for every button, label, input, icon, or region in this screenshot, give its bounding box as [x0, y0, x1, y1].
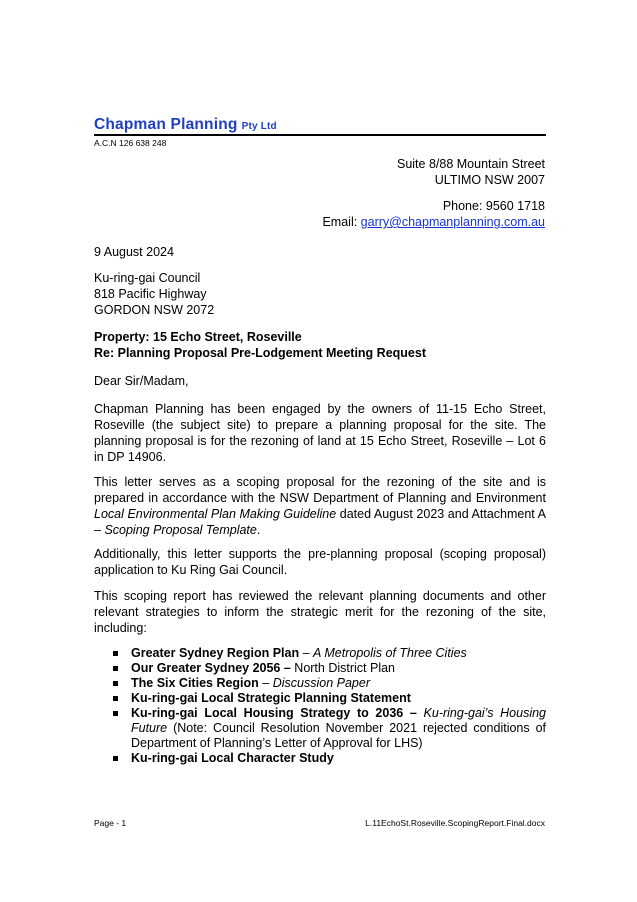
bullet-square-icon [113, 756, 118, 761]
email-label: Email: [322, 215, 361, 229]
paragraph-2 [94, 474, 546, 538]
bullet-square-icon [113, 651, 118, 656]
company-name-text: Chapman Planning [94, 116, 238, 133]
recipient-line2: 818 Pacific Highway [94, 287, 207, 301]
bullet-square-icon [113, 666, 118, 671]
p2-text-e: . [256, 523, 261, 537]
letter-date: 9 August 2024 [94, 245, 174, 259]
sender-address-line1: Suite 8/88 Mountain Street [396, 157, 545, 171]
acn-number: A.C.N 126 638 248 [94, 138, 167, 148]
p2-text-a: This letter serves as a scoping proposal for the rezoning of the site and is prepared in accordance with the NSW Department of Planning and Environment [94, 475, 546, 505]
list-item: Ku-ring-gai Local Strategic Planning Statement [112, 691, 546, 706]
company-suffix: Pty Ltd [241, 121, 277, 132]
recipient-line1: Ku-ring-gai Council [94, 271, 201, 285]
bullet-square-icon [113, 711, 118, 716]
list-item: Our Greater Sydney 2056 – North District Plan [112, 661, 546, 676]
subject-property: Property: 15 Echo Street, Roseville [94, 330, 302, 344]
p2-template-title: Scoping Proposal Template [104, 523, 257, 537]
p2-text-c: dated August 2023 and Attachment A – [94, 507, 546, 537]
letterhead-rule [94, 134, 546, 136]
footer-filename: L.11EchoSt.Roseville.ScopingReport.Final.docx [365, 818, 545, 828]
company-name [94, 116, 277, 134]
p2-guideline-title: Local Environmental Plan Making Guideline [94, 507, 337, 521]
recipient-line3: GORDON NSW 2072 [94, 303, 215, 317]
strategy-list [112, 646, 546, 766]
sender-email-line [322, 214, 545, 230]
sender-phone: Phone: 9560 1718 [442, 199, 545, 213]
salutation: Dear Sir/Madam, [94, 374, 189, 388]
subject-re: Re: Planning Proposal Pre-Lodgement Meeting Request [94, 346, 426, 360]
list-item: Ku-ring-gai Local Housing Strategy to 2036 – Ku-ring-gai’s Housing Future (Note: Council Resolution November 2021 rejected conditions of Department of Planning’s Letter of Approval for LHS) [112, 706, 546, 751]
list-item: Greater Sydney Region Plan – A Metropolis of Three Cities [112, 646, 546, 661]
bullet-square-icon [113, 681, 118, 686]
list-item: The Six Cities Region – Discussion Paper [112, 676, 546, 691]
paragraph-3: Additionally, this letter supports the pre-planning proposal (scoping proposal) application to Ku Ring Gai Council. [94, 547, 546, 577]
paragraph-4: This scoping report has reviewed the relevant planning documents and other relevant strategies to inform the strategic merit for the rezoning of the site, including: [94, 589, 546, 635]
list-item: Ku-ring-gai Local Character Study [112, 751, 546, 766]
bullet-square-icon [113, 696, 118, 701]
paragraph-1: Chapman Planning has been engaged by the owners of 11-15 Echo Street, Roseville (the subject site) to prepare a planning proposal for the site. The planning proposal is for the rezoning of land at 15 Echo Street, Roseville – Lot 6 in DP 14906. [94, 402, 546, 464]
sender-address-line2: ULTIMO NSW 2007 [434, 173, 545, 187]
email-link[interactable]: garry@chapmanplanning.com.au [360, 215, 545, 229]
footer-page-number: Page - 1 [94, 818, 127, 828]
